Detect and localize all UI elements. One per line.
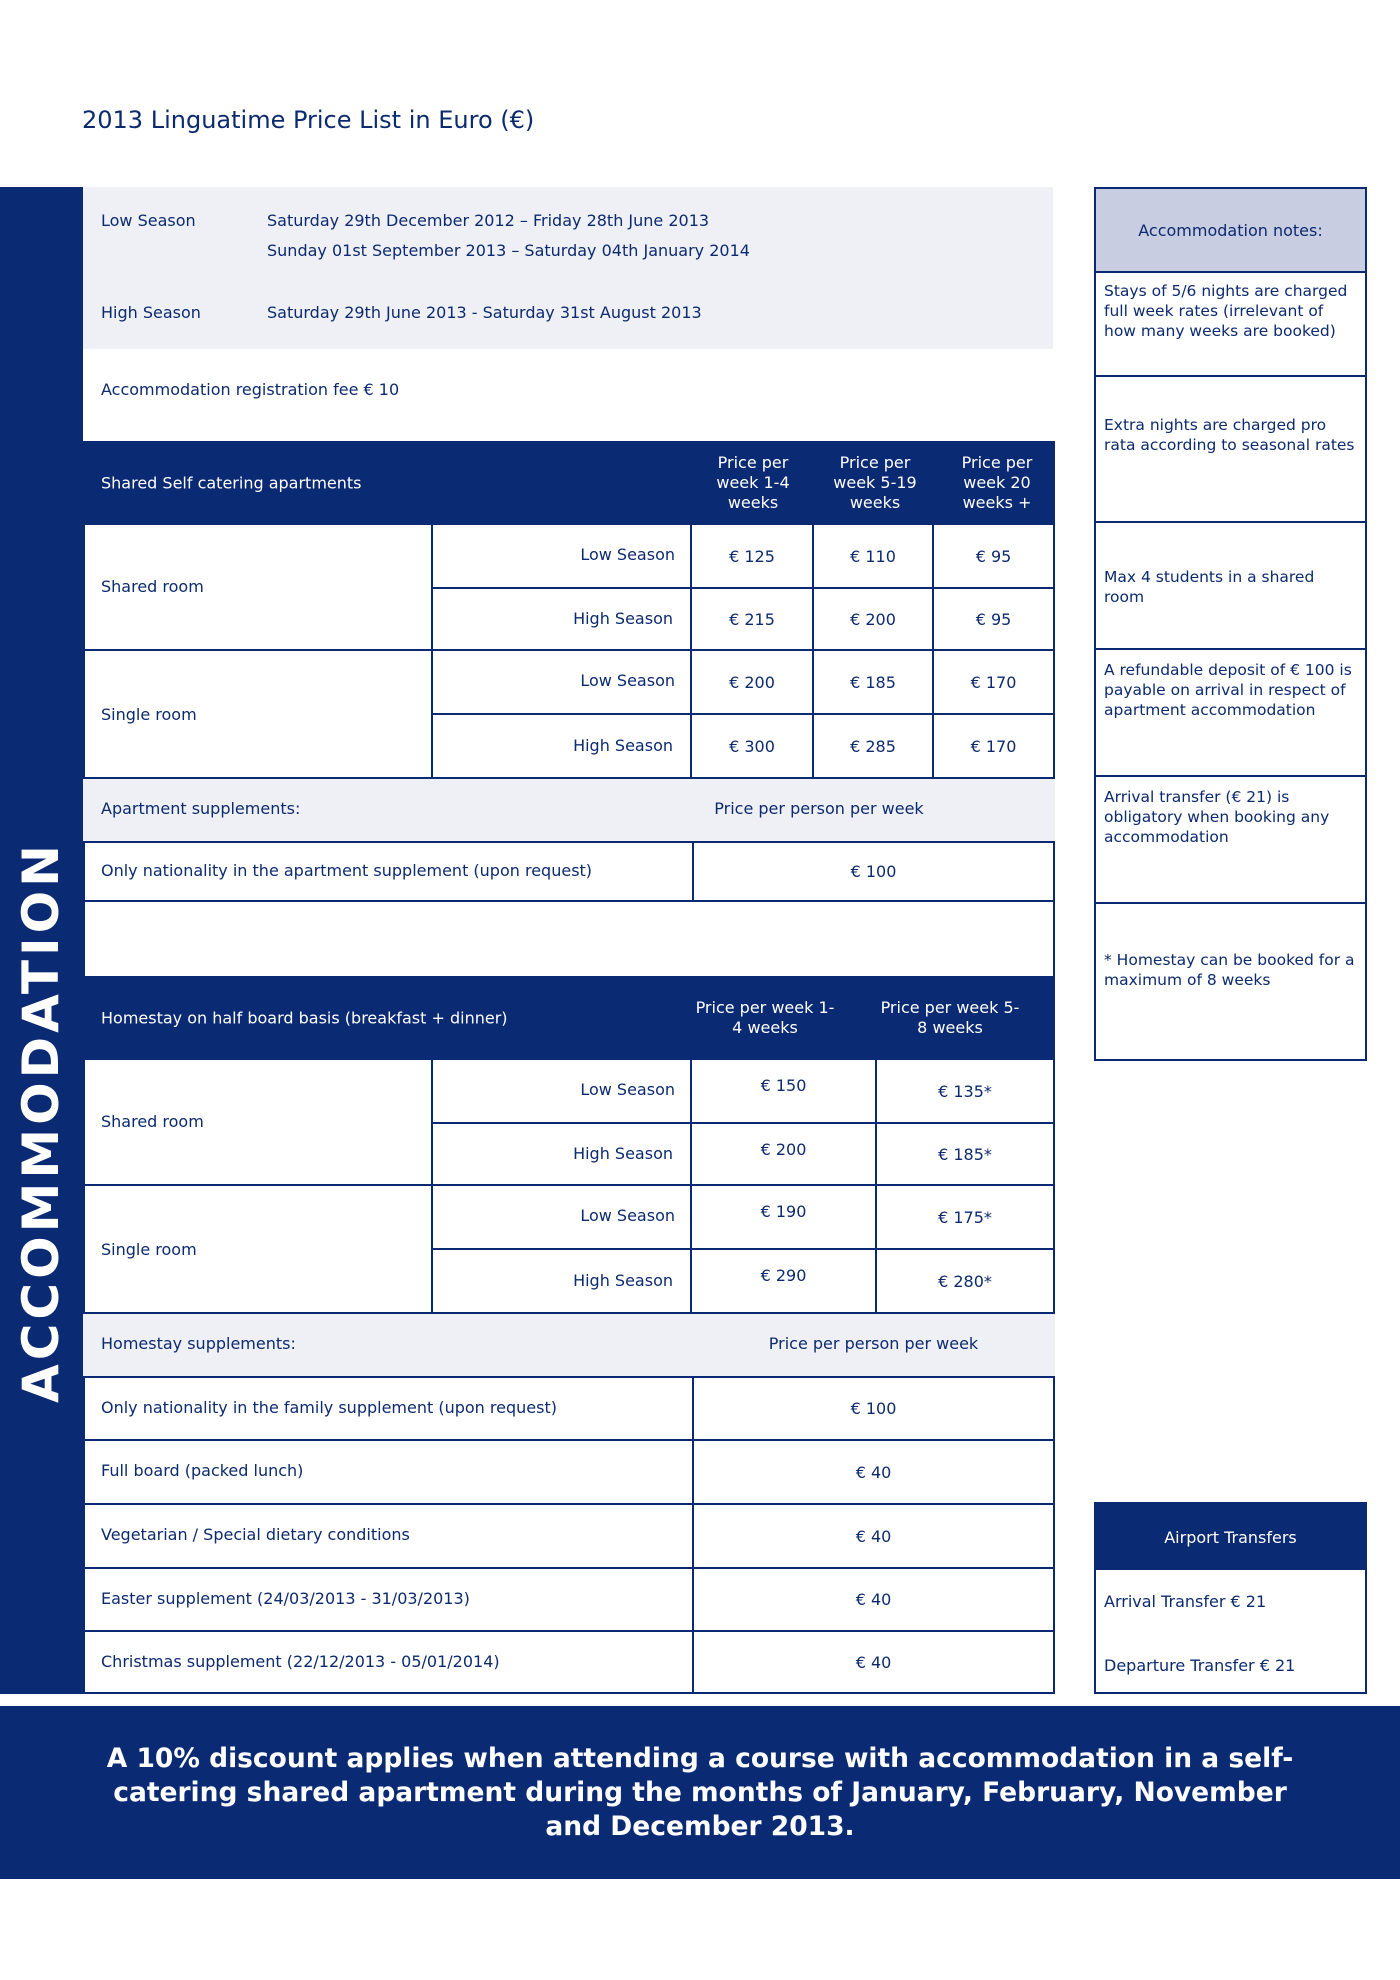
side-banner xyxy=(0,187,83,1694)
apartments-col-1: Price per week 1-4 weeks xyxy=(716,453,790,512)
low-season-date-1: Saturday 29th December 2012 – Friday 28th June 2013 xyxy=(267,211,710,230)
table-row xyxy=(83,1567,1055,1630)
supplement-label: Easter supplement (24/03/2013 - 31/03/2013) xyxy=(101,1589,470,1608)
table-row xyxy=(83,1376,1055,1439)
supplement-label: Only nationality in the apartment supplement (upon request) xyxy=(101,861,593,880)
table-row xyxy=(431,1060,1055,1123)
apartments-header-label: Shared Self catering apartments xyxy=(101,473,362,493)
supplement-label: Vegetarian / Special dietary conditions xyxy=(101,1525,410,1544)
price-cell: € 200 xyxy=(850,610,896,629)
table-row xyxy=(431,587,1055,650)
price-cell: € 200 xyxy=(729,673,775,692)
supplement-label: Christmas supplement (22/12/2013 - 05/01/2014) xyxy=(101,1652,500,1671)
apartment-shared-room-label: Shared room xyxy=(101,577,204,596)
apartment-single-room-block xyxy=(83,649,1055,777)
arrival-transfer: Arrival Transfer € 21 xyxy=(1104,1592,1267,1611)
departure-transfer: Departure Transfer € 21 xyxy=(1104,1656,1296,1675)
discount-banner xyxy=(0,1706,1400,1879)
note-item: Max 4 students in a shared room xyxy=(1096,521,1365,648)
homestay-supplements-label: Homestay supplements: xyxy=(101,1334,296,1353)
price-cell: € 170 xyxy=(970,673,1017,692)
apartments-col-3: Price per week 20 weeks + xyxy=(961,453,1033,512)
apartment-supplements-label: Apartment supplements: xyxy=(101,799,301,818)
homestay-single-room-block xyxy=(83,1184,1055,1312)
apartment-supplements-header xyxy=(83,777,1055,841)
homestay-supplements-header xyxy=(83,1312,1055,1376)
table-row xyxy=(431,1186,1055,1249)
apartments-table xyxy=(83,525,1055,902)
price-cell: € 150 xyxy=(760,1076,807,1095)
season-label: High Season xyxy=(573,1144,673,1163)
airport-transfers-header: Airport Transfers xyxy=(1096,1504,1365,1570)
supplement-price: € 100 xyxy=(850,862,897,881)
high-season-label: High Season xyxy=(101,303,201,322)
high-season-date: Saturday 29th June 2013 - Saturday 31st August 2013 xyxy=(267,303,702,322)
table-spacer xyxy=(83,900,1055,978)
price-cell: € 215 xyxy=(729,610,775,629)
note-item: * Homestay can be booked for a maximum of 8 weeks xyxy=(1096,902,1365,1059)
table-row xyxy=(431,1248,1055,1312)
price-cell: € 125 xyxy=(729,547,775,566)
table-row xyxy=(431,651,1055,714)
apartment-shared-room-block xyxy=(83,525,1055,650)
table-row xyxy=(83,841,1055,902)
price-cell: € 280* xyxy=(938,1271,992,1291)
homestay-supplements-col: Price per person per week xyxy=(768,1334,979,1353)
apartment-single-room-label: Single room xyxy=(101,705,197,724)
homestay-header xyxy=(83,976,1055,1060)
note-item: Arrival transfer (€ 21) is obligatory when booking any accommodation xyxy=(1096,775,1365,902)
price-cell: € 285 xyxy=(850,736,896,756)
season-label: High Season xyxy=(573,609,673,628)
table-row xyxy=(83,1503,1055,1567)
homestay-header-label: Homestay on half board basis (breakfast + dinner) xyxy=(101,1008,508,1028)
table-row xyxy=(431,1122,1055,1185)
side-banner-text: ACCOMMODATION xyxy=(12,841,70,1403)
supplement-price: € 40 xyxy=(855,1590,892,1609)
price-cell: € 135* xyxy=(938,1082,992,1101)
apartments-header xyxy=(83,441,1055,525)
accommodation-notes-panel xyxy=(1094,187,1367,1061)
notes-header: Accommodation notes: xyxy=(1096,189,1365,273)
season-label: Low Season xyxy=(580,1080,675,1099)
homestay-table xyxy=(83,1060,1055,1694)
price-cell: € 185* xyxy=(938,1145,992,1164)
homestay-shared-room-label: Shared room xyxy=(101,1112,204,1131)
supplement-price: € 40 xyxy=(855,1652,892,1672)
table-row xyxy=(431,713,1055,777)
supplement-price: € 40 xyxy=(855,1462,892,1482)
table-row xyxy=(83,1630,1055,1694)
season-label: Low Season xyxy=(580,1206,675,1225)
season-label: Low Season xyxy=(580,671,675,690)
supplement-label: Full board (packed lunch) xyxy=(101,1461,304,1480)
season-dates-box xyxy=(83,187,1053,349)
price-cell: € 200 xyxy=(760,1140,807,1159)
low-season-label: Low Season xyxy=(101,211,196,230)
price-cell: € 110 xyxy=(850,547,896,566)
price-cell: € 170 xyxy=(970,736,1017,756)
apartment-supplements-col: Price per person per week xyxy=(714,799,924,818)
supplement-price: € 100 xyxy=(850,1399,897,1418)
price-cell: € 95 xyxy=(975,610,1012,629)
table-row xyxy=(431,525,1055,588)
homestay-col-1: Price per week 1-4 weeks xyxy=(695,998,835,1037)
note-item: A refundable deposit of € 100 is payable on arrival in respect of apartment accommodation xyxy=(1096,648,1365,775)
supplement-label: Only nationality in the family supplement (upon request) xyxy=(101,1398,557,1417)
season-label: Low Season xyxy=(580,545,675,564)
note-item: Extra nights are charged pro rata according to seasonal rates xyxy=(1096,375,1365,521)
price-cell: € 300 xyxy=(729,736,775,756)
season-label: High Season xyxy=(573,736,673,755)
discount-text: A 10% discount applies when attending a course with accommodation in a self-catering shared apartment during the months of January, February, November and December 2013. xyxy=(106,1742,1294,1842)
table-row xyxy=(83,1439,1055,1503)
season-label: High Season xyxy=(573,1271,673,1290)
price-cell: € 290 xyxy=(760,1266,807,1285)
airport-transfers-panel xyxy=(1094,1502,1367,1694)
price-cell: € 185 xyxy=(850,673,896,692)
homestay-single-room-label: Single room xyxy=(101,1240,197,1259)
apartments-col-2: Price per week 5-19 weeks xyxy=(833,453,917,512)
page-title: 2013 Linguatime Price List in Euro (€) xyxy=(82,106,535,134)
price-cell: € 175* xyxy=(938,1208,992,1227)
homestay-shared-room-block xyxy=(83,1060,1055,1185)
note-item: Stays of 5/6 nights are charged full week rates (irrelevant of how many weeks are booked) xyxy=(1104,282,1348,340)
homestay-col-2: Price per week 5-8 weeks xyxy=(880,998,1020,1037)
low-season-date-2: Sunday 01st September 2013 – Saturday 04th January 2014 xyxy=(267,241,750,260)
price-cell: € 190 xyxy=(760,1202,807,1221)
price-cell: € 95 xyxy=(975,547,1012,566)
supplement-price: € 40 xyxy=(855,1526,892,1546)
registration-fee: Accommodation registration fee € 10 xyxy=(101,380,400,399)
